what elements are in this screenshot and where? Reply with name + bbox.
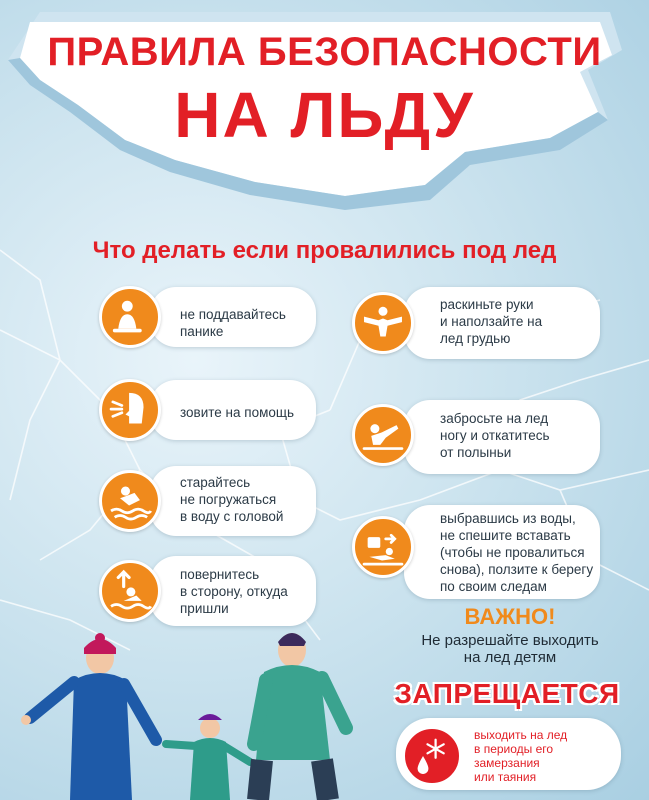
tip-text-panic: не поддавайтесь панике [180,307,286,339]
family-illustration [0,610,370,800]
tip-text-spread-arms: раскиньте руки и наползайте на лед грудью [440,297,543,346]
tip-text-turn: повернитесь в сторону, откуда пришли [180,567,288,616]
leg-on-ice-icon [352,404,414,466]
shouting-face-icon [99,379,161,441]
title-line-1: ПРАВИЛА БЕЗОПАСНОСТИ [47,30,602,74]
child-figure [166,714,250,800]
forbidden-title: ЗАПРЕЩАЕТСЯ [394,678,620,709]
tip-text-call-help: зовите на помощь [180,405,295,420]
subtitle: Что делать если провалились под лед [92,237,557,264]
calm-person-icon [99,286,161,348]
tip-text-head: старайтесь не погружаться в воду с головой [180,475,284,524]
tip-text-crawl: выбравшись из воды, не спешите вставать (чтобы не провалиться снова), ползите к берегу по своим следам [440,511,594,594]
title-line-2: НА ЛЬДУ [174,79,475,151]
spread-arms-icon [352,292,414,354]
snowflake-drop-icon [402,726,462,786]
father-figure [254,633,346,800]
important-title: ВАЖНО! [464,604,556,629]
mother-figure [21,633,156,800]
drowning-person-icon [99,470,161,532]
crawl-to-shore-icon [352,516,414,578]
tip-text-leg: забросьте на лед ногу и откатитесь от полыньи [440,411,550,460]
important-text: Не разрешайте выходить на лед детям [421,632,599,666]
forbidden-text: выходить на лед в периоды его замерзания или таяния [474,728,568,784]
